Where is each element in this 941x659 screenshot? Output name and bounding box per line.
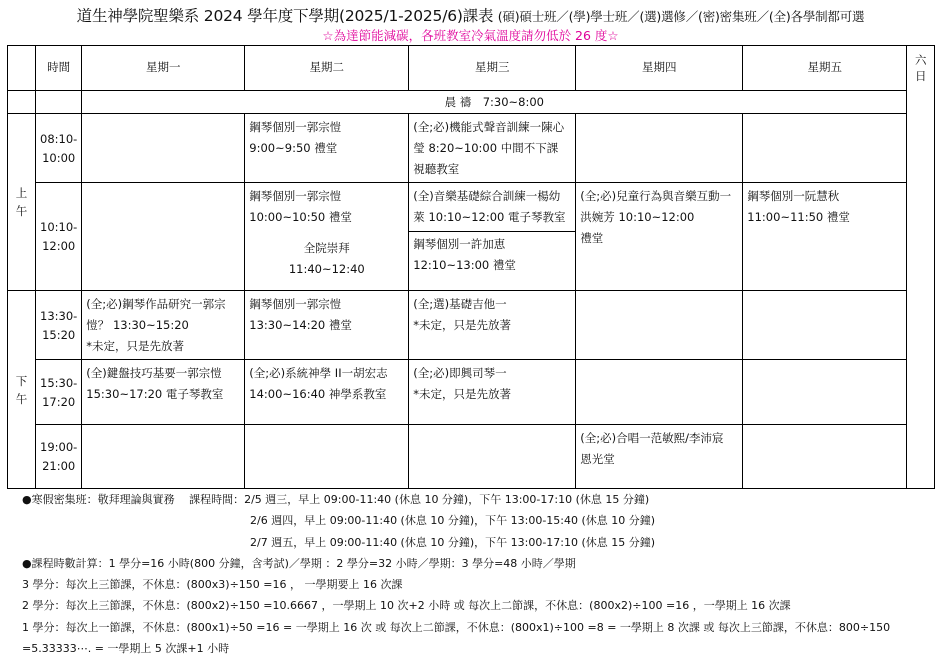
time-slot: 08:10- 10:00 [36, 114, 82, 183]
header-friday: 星期五 [743, 46, 907, 91]
prayer-row [8, 91, 935, 114]
class-cell [743, 360, 907, 425]
class-cell: 鋼琴個別一阮慧秋 11:00~11:50 禮堂 [743, 183, 907, 291]
class-cell: (全;必)合唱一范敏熙/李沛宸 恩光堂 [576, 425, 743, 489]
class-cell [576, 291, 743, 360]
class-entry: (全)音樂基礎綜合訓練一楊幼萊 10:10~12:00 電子琴教室 [409, 183, 575, 232]
schedule-row [8, 425, 935, 489]
schedule-table [7, 45, 935, 489]
energy-notice: ☆為達節能減碳，各班教室冷氣溫度請勿低於 26 度☆ [322, 28, 619, 43]
class-cell [576, 114, 743, 183]
class-cell [245, 183, 409, 291]
class-cell [576, 360, 743, 425]
class-cell [743, 291, 907, 360]
class-cell: 鋼琴個別一郭宗愷 9:00~9:50 禮堂 [245, 114, 409, 183]
class-cell [409, 183, 576, 291]
header-tuesday: 星期二 [245, 46, 409, 91]
class-cell: (全)鍵盤技巧基要一郭宗愷 15:30~17:20 電子琴教室 [82, 360, 245, 425]
header-weekend: 六 日 [907, 46, 935, 489]
class-cell: (全;必)機能式聲音訓練一陳心瑩 8:20~10:00 中間不下課 視聽教室 [409, 114, 576, 183]
time-slot: 13:30- 15:20 [36, 291, 82, 360]
title-main: 道生神學院聖樂系 2024 學年度下學期(2025/1-2025/6)課表 [76, 7, 494, 25]
schedule-row [8, 114, 935, 183]
class-cell [82, 114, 245, 183]
class-cell [82, 183, 245, 291]
class-cell: (全;必)鋼琴作品研究一郭宗愷？ 13:30~15:20 *未定，只是先放著 [82, 291, 245, 360]
schedule-row [8, 291, 935, 360]
blank-cell [36, 91, 82, 114]
schedule-row [8, 360, 935, 425]
schedule-row [8, 183, 935, 291]
header-time: 時間 [36, 46, 82, 91]
note-line: 3 學分：每次上三節課，不休息：(800x3)÷150 =16 ， 一學期要上 16 次課 [22, 578, 403, 592]
period-am: 上 午 [8, 114, 36, 291]
note-line: 1 學分：每次上一節課，不休息：(800x1)÷50 =16 = 一學期上 16 次 或 每次上二節課，不休息：(800x1)÷100 =8 = 一學期上 8 次課 或 每次上三節課，不休息：800÷150 [22, 620, 891, 634]
class-entry: 鋼琴個別一郭宗愷 10:00~10:50 禮堂 [249, 189, 352, 224]
title-legend: (碩)碩士班／(學)學士班／(選)選修／(密)密集班／(全)各學制都可選 [497, 9, 865, 24]
morning-prayer: 晨 禱 7:30~8:00 [82, 91, 907, 114]
time-slot: 10:10- 12:00 [36, 183, 82, 291]
class-cell [743, 114, 907, 183]
class-entry: 鋼琴個別一許加恵 12:10~13:00 禮堂 [413, 237, 516, 272]
corner-cell [8, 46, 36, 91]
header-wednesday: 星期三 [409, 46, 576, 91]
class-cell: (全;必)兒童行為與音樂互動一洪婉芳 10:10~12:00 禮堂 [576, 183, 743, 291]
class-cell [82, 425, 245, 489]
worship-entry: 全院崇拜 11:40~12:40 [288, 241, 365, 276]
page-title [0, 4, 941, 26]
time-slot: 15:30- 17:20 [36, 360, 82, 425]
header-row [8, 46, 935, 91]
note-line: ●課程時數計算：1 學分=16 小時(800 分鐘，含考試)／學期 ：2 學分=32 小時／學期：3 學分=48 小時／學期 [22, 556, 576, 570]
note-line: ●寒假密集班：敬拜理論與實務 課程時間：2/5 週三，早上 09:00-11:40 (休息 10 分鐘)，下午 13:00-17:10 (休息 15 分鐘) [22, 493, 650, 506]
note-line: 2 學分：每次上三節課，不休息：(800x2)÷150 =10.6667 ，一學期上 10 次+2 小時 或 每次上二節課，不休息：(800x2)÷100 =16 ，一學期上 16 次課 [22, 599, 791, 613]
note-line: 2/6 週四，早上 09:00-11:40 (休息 10 分鐘)，下午 13:00-15:40 (休息 10 分鐘) [250, 514, 656, 528]
header-monday: 星期一 [82, 46, 245, 91]
class-cell: (全;必)即興司琴一 *未定，只是先放著 [409, 360, 576, 425]
class-cell [245, 425, 409, 489]
note-line: 2/7 週五，早上 09:00-11:40 (休息 10 分鐘)，下午 13:00-17:10 (休息 15 分鐘) [250, 535, 656, 549]
header-thursday: 星期四 [576, 46, 743, 91]
notes-section [22, 489, 890, 659]
class-cell: (全;選)基礎吉他一 *未定，只是先放著 [409, 291, 576, 360]
note-line: =5.33333⋯. = 一學期上 5 次課+1 小時 [22, 642, 230, 656]
class-cell [409, 425, 576, 489]
class-cell [743, 425, 907, 489]
blank-cell [8, 91, 36, 114]
class-cell: (全;必)系統神學 II一胡宏志 14:00~16:40 神學系教室 [245, 360, 409, 425]
class-cell: 鋼琴個別一郭宗愷 13:30~14:20 禮堂 [245, 291, 409, 360]
time-slot: 19:00- 21:00 [36, 425, 82, 489]
period-pm: 下 午 [8, 291, 36, 489]
